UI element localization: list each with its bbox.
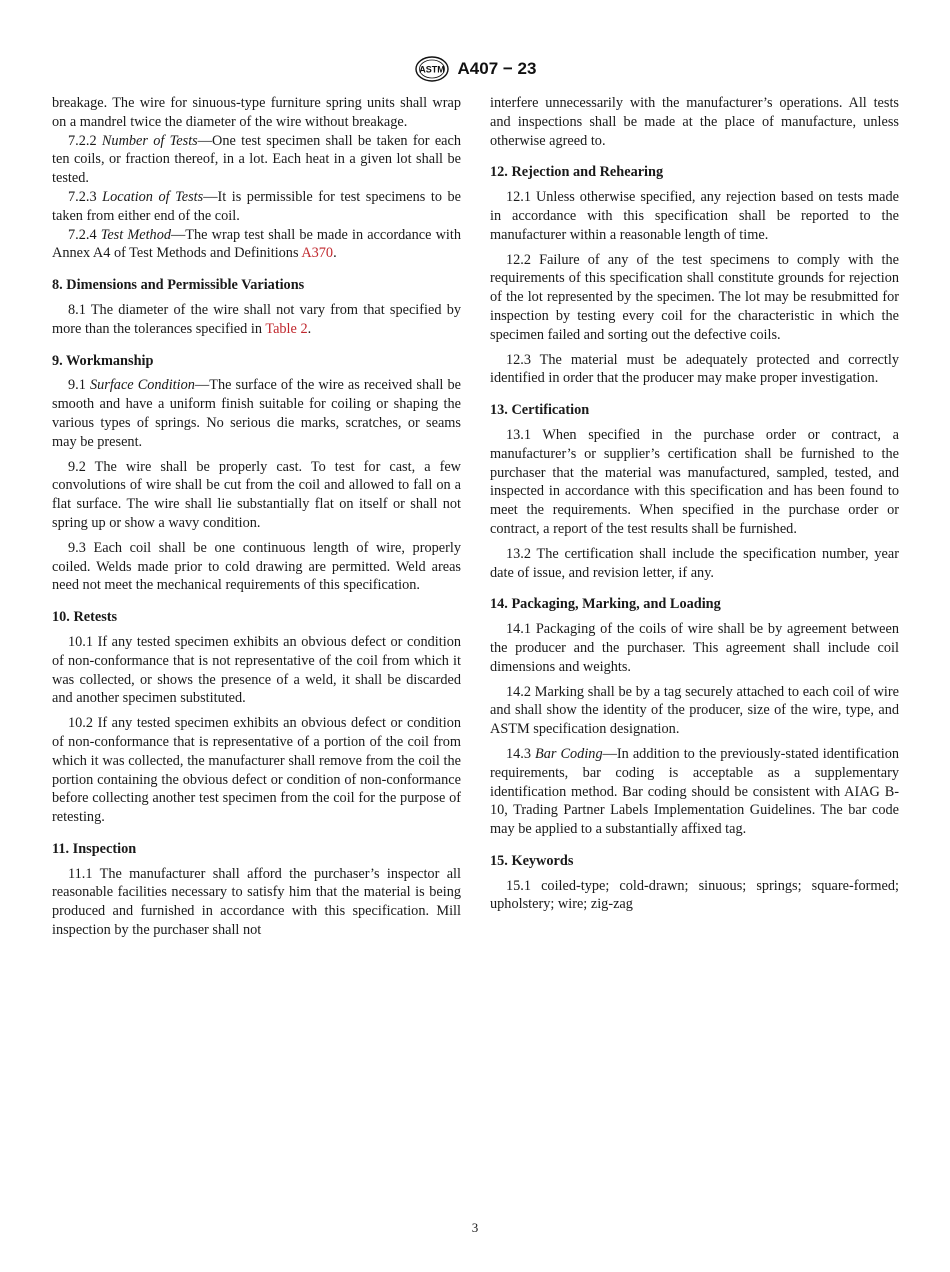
paragraph-14-2: 14.2 Marking shall be by a tag securely attached to each coil of wire and shall show the identity of the producer, size of the wire, type, and ASTM specification designation. — [490, 683, 899, 738]
section-title: Bar Coding — [535, 745, 603, 762]
heading-section-13: 13. Certification — [490, 402, 590, 419]
section-body: —In addition to the previously-stated identification requirements, bar coding is acceptable as a supplementary identification method. Bar coding should be consistent with AIAG B-10, Trading Partner Labels Implementation Guidelines. The bar code may be applied to a substantially affixed tag. — [490, 745, 899, 838]
svg-text:ASTM: ASTM — [418, 64, 445, 75]
paragraph-9-1 — [52, 376, 461, 451]
heading-section-8: 8. Dimensions and Permissible Variations — [52, 277, 305, 294]
section-number: 9.1 — [68, 377, 86, 394]
sentence-end: . — [307, 320, 312, 337]
section-title: Location of Tests — [102, 188, 204, 205]
paragraph-10-2: 10.2 If any tested specimen exhibits an obvious defect or condition of non-conformance that is representative of a portion of the coil from which it was collected, the manufacturer shall remove from the coil the portion containing the obvious defect or condition of non-conformance before collecting another test specimen from the coil for the purpose of retesting. — [52, 715, 461, 826]
page-header — [0, 56, 950, 82]
paragraph-7-2-4 — [52, 226, 461, 264]
paragraph-7-2-2 — [52, 132, 461, 188]
paragraph-11-1: 11.1 The manufacturer shall afford the purchaser’s inspector all reasonable facilities necessary to satisfy him that the material is being produced and furnished in accordance with this specification. Mill inspection by the purchaser shall not — [52, 865, 461, 939]
paragraph-12-1: 12.1 Unless otherwise specified, any rejection based on tests made in accordance with this specification shall be reported to the manufacturer within a reasonable length of time. — [490, 189, 899, 243]
section-body: 8.1 The diameter of the wire shall not vary from that specified by more than the tolerances specified in — [52, 301, 461, 337]
section-body: —It is permissible for test specimens to be taken from either end of the coil. — [52, 188, 461, 224]
section-body: —One test specimen shall be taken for each ten coils, or fraction thereof, in a lot. Each heat in a given lot shall be tested. — [52, 132, 462, 187]
left-column — [52, 94, 461, 940]
paragraph-14-3 — [490, 745, 899, 839]
heading-section-9: 9. Workmanship — [52, 352, 154, 369]
heading-section-15: 15. Keywords — [490, 852, 574, 869]
astm-logo-icon — [414, 56, 450, 82]
section-title: Number of Tests — [101, 132, 198, 149]
paragraph-13-2: 13.2 The certification shall include the specification number, year date of issue, and revision letter, if any. — [490, 545, 899, 581]
heading-section-12: 12. Rejection and Rehearing — [490, 164, 664, 181]
table-2-reference-link[interactable]: Table 2 — [265, 320, 308, 337]
paragraph-11-1-continued: interfere unnecessarily with the manufacturer’s operations. All tests and inspections shall be made at the place of manufacture, unless otherwise agreed to. — [490, 95, 899, 149]
paragraph-9-3: 9.3 Each coil shall be one continuous length of wire, properly coiled. Welds made prior to cold drawing are permitted. Weld areas need not meet the mechanical requirements of this specification. — [52, 539, 461, 594]
paragraph-14-1: 14.1 Packaging of the coils of wire shall be by agreement between the producer and the purchaser. This agreement shall include coil dimensions and weights. — [490, 621, 899, 675]
section-number: 14.3 — [506, 745, 532, 762]
paragraph-10-1: 10.1 If any tested specimen exhibits an obvious defect or condition of non-conformance that is not representative of the coil from which it was collected, or shows the presence of a weld, it shall be discarded and another specimen substituted. — [52, 633, 461, 707]
paragraph-8-1 — [52, 301, 461, 339]
section-number: 7.2.2 — [68, 132, 97, 149]
paragraph-9-2: 9.2 The wire shall be properly cast. To test for cast, a few convolutions of wire shall be cut from the coil and allowed to fall on a flat surface. The wire shall lie substantially flat on itself or shall not spring up or show a wavy condition. — [52, 458, 461, 531]
paragraph-12-2: 12.2 Failure of any of the test specimens to comply with the requirements of this specification shall constitute grounds for rejection of the lot represented by the specimen. The lot may be resubmitted for inspection by testing every coil for the characteristic in which the specimen failed and sorting out the defective coils. — [490, 251, 899, 343]
section-number: 7.2.3 — [68, 188, 97, 205]
paragraph-7-2-3 — [52, 188, 461, 226]
section-body: —The wrap test shall be made in accordance with Annex A4 of Test Methods and Definitions — [52, 226, 462, 262]
heading-section-10: 10. Retests — [52, 609, 118, 626]
section-title: Surface Condition — [89, 377, 195, 394]
paragraph-7-2-1-continued: breakage. The wire for sinuous-type furniture spring units shall wrap on a mandrel twice the diameter of the wire without breakage. — [52, 95, 461, 130]
sentence-end: . — [333, 245, 337, 262]
paragraph-15-1: 15.1 coiled-type; cold-drawn; sinuous; springs; square-formed; upholstery; wire; zig-zag — [490, 877, 899, 913]
section-body: —The surface of the wire as received shall be smooth and have a uniform finish suitable for coiling or shaping the various types of springs. No serious die marks, scratches, or seams may be present. — [52, 377, 461, 450]
section-number: 7.2.4 — [68, 226, 97, 243]
standard-designation: A407 − 23 — [457, 59, 537, 78]
paragraph-12-3: 12.3 The material must be adequately protected and correctly identified in order that the producer may make proper investigation. — [490, 351, 899, 387]
heading-section-14: 14. Packaging, Marking, and Loading — [490, 596, 721, 613]
heading-section-11: 11. Inspection — [52, 840, 137, 857]
right-column — [490, 94, 899, 914]
page-number: 3 — [471, 1220, 479, 1235]
paragraph-13-1: 13.1 When specified in the purchase order or contract, a manufacturer’s or supplier’s certification shall be furnished to the purchaser that the material was manufactured, sampled, tested, and inspected in accordance with this specification and has been found to meet the requirements. When specified in the purchase order or contract, a report of the test results shall be furnished. — [490, 426, 899, 537]
section-title: Test Method — [100, 226, 171, 243]
a370-reference-link[interactable]: A370 — [301, 245, 334, 262]
